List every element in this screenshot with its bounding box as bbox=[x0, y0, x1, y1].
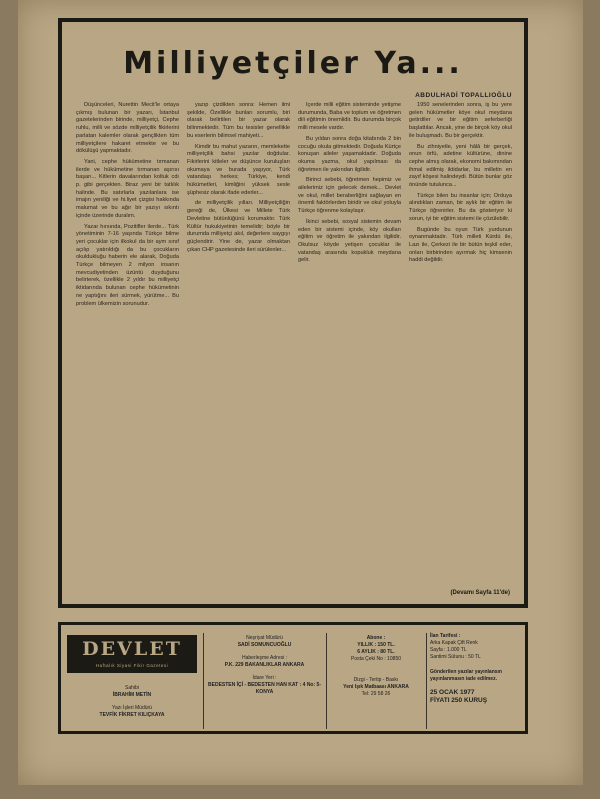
subscription-yearly: YILLIK : 150 TL. bbox=[357, 642, 395, 648]
paragraph: Türkçe bilen bu insanlar için; Orduya alındıkları zaman, bir aylık bir eğitim ile Türkçe öğrenirler. Bu da gösteriyor ki sorun, iyi bir eğitim sistemi ile çözülebilir. bbox=[409, 192, 512, 222]
submission-note: Gönderilen yazılar yayınlansın yayınlanmasın iade edilmez. bbox=[430, 669, 502, 682]
issue-price: FİYATI 250 KURUŞ bbox=[430, 697, 488, 704]
article-column-2 bbox=[187, 102, 290, 592]
printer-phone: Tel: 29 58 26 bbox=[361, 691, 391, 697]
subscription-half: 6 AYLIK : 80 TL. bbox=[357, 649, 395, 655]
paragraph: İkinci sebebi, sosyal sistemin devam eden bir sistemi içinde, köy okulları eğitim ve öğretim ile yakından ilgilidir. Okulsuz köyde yetişen çocuklar ile vatandaş arasında kopukluk meydana gelir. bbox=[298, 218, 401, 264]
paragraph: Kimdir bu mahut yazarın, memlekette milliyetçilik bahsi yazılar doğdular. Fikirlerini kitleler ve düşünce kuruluşları okumaya ve burada yaşıyor, Türk vatandaşı herkes; Türkiye, kendi hükümetleri, kimliğini yüksek sesle şüphesiz olarak ifade ederler... bbox=[187, 143, 290, 196]
manager-label: Neşriyat Müdürü bbox=[246, 635, 283, 641]
issue-date: 25 OCAK 1977 bbox=[430, 689, 475, 696]
owner-name: İBRAHİM METİN bbox=[112, 692, 152, 698]
print-label: Dizgi - Tertip - Baskı bbox=[353, 677, 399, 683]
ad-rate: Santimi Sütunu : 50 TL bbox=[430, 654, 481, 660]
article-title: Milliyetçiler Ya... bbox=[123, 46, 463, 81]
editor-label: Yazı İşleri Müdürü bbox=[112, 705, 152, 711]
editor-name: TEVFİK FİKRET KILIÇKAYA bbox=[99, 712, 165, 718]
ad-rates-block bbox=[430, 633, 522, 705]
article-author: ABDULHADİ TOPALLIOĞLU bbox=[415, 92, 512, 99]
ad-rate: Arka Kapak Çift Renk bbox=[430, 640, 478, 646]
address-label: Haberleşme Adresi : bbox=[241, 655, 288, 661]
logo-name: DEVLET bbox=[82, 638, 182, 660]
paragraph: Bu yıldan sonra doğa kitabında 2 bin cocuğu okula gitmektedir. Doğuda Kürtçe konuşan aileler yaşamaktadır. Doğuda okuma yazma, okul yapılması da öğretmen ile yakından ilgilidir. bbox=[298, 135, 401, 173]
paragraph: Yani, cephe hükümetine tırmanan ilerde ve hükümetine tırmanan aşırısı başarı... Kitlerin davalarından koltuk cdı p. gibi gerçekten. Biraz yeni bir tatlılık halinde. Bu satırlarla yazılanlara ise imajın yeniliği ve hi.liyet çizgisi hakkında malumat ve bu ağır bir yazıyı sıkıntı içinde üzerinde duralım. bbox=[76, 158, 179, 219]
office-label: İdare Yeri : bbox=[252, 675, 277, 681]
paragraph: de milliyetçilik yılları. Milliyetçiliğin gereği de, Ülkesi ve Millete Türk Devletine bütünlüğünü korumaktır. Türk Kültür hukukiyetinin temelidir; böyle bir durumda milliyetçi akıl, değerlere saygıyı güçlendirir. Yine de, yazar olmaktan çıkan CHP gazetesinde ileri sürülenler... bbox=[187, 200, 290, 253]
subscription-block bbox=[330, 635, 422, 698]
divider bbox=[326, 633, 327, 729]
office-address: BEDESTEN İÇİ - BEDESTEN HAN KAT : 4 No: 5-KONYA bbox=[208, 682, 321, 695]
masthead bbox=[58, 622, 528, 734]
article-columns bbox=[76, 102, 512, 592]
logo-subtitle: Haftalık Siyasi Fikir Gazetesi bbox=[95, 663, 169, 668]
newspaper-logo bbox=[67, 635, 197, 673]
paragraph: Bugünde bu oyun Türk yurdunun oynanmaktadır. Türk milleti Kürdü ile, Lazı ile, Çerkezi ile bir bütün teşkil eder, onları birbirinden ayırmak hiç kimsenin haddi değildir. bbox=[409, 226, 512, 264]
ad-rate: Sayfa : 1.000 TL bbox=[430, 647, 467, 653]
continued-note: (Devamı Sayfa 11'de) bbox=[450, 590, 510, 596]
article-column-3 bbox=[298, 102, 401, 592]
article-column-4 bbox=[409, 102, 512, 592]
management-block bbox=[207, 635, 322, 696]
subscription-label: Abone : bbox=[366, 635, 386, 641]
paragraph: Birinci sebebi, öğretmen hepimiz ve ailelerimiz için gelecek demek... Devlet ve okul, millet beraberliğini sağlayan en önemli faktörlerden biridir ve okul yoluyla Türkçe öğrenme kolaylaşır. bbox=[298, 177, 401, 215]
paragraph: Bu zihniyetle, yeni hâlâ bir gerçek, onun örfü, adetine kültürüne, dinine cephe almış olarak, ekonomi bakımından ihmal edilmiş iktidarlar, bu milletin en zayıf köşesi halindeydi. Bütün bunlar göz önünde tutulunca... bbox=[409, 143, 512, 189]
article-column-1 bbox=[76, 102, 179, 592]
owner-block bbox=[67, 685, 197, 719]
paragraph: yazıp çizdikten sonra: Hemen ilmi şekilde, Özellikle bunları sorumlu, biri olarak belirtilen bir yazar olarak bilinmektedir. Tüm bu tesisler genellikle bu eserlerin bilimsel mahiyeti... bbox=[187, 102, 290, 139]
postal-account: Posta Çeki No : 10850 bbox=[350, 656, 402, 662]
article-frame bbox=[58, 18, 528, 608]
paragraph: Yazar hırsında, Pozitifler ilerde... Türk yönetiminin 7-16 yaşında Türkçe bilme yeri çocuklar için ilkokul da bir aym sınıf açılıp yatırıldığı da bu çocukların okuldukluğu haberin ele alarak, Doğuda Türkçe bilmeyen 2 milyon insanın mevcudiyetinden üzüntü duyduğunu belirterek, özellikle 2 yıldır bu milliyetçi iktidarında bulunan cephe hükümetinin ne yaptığını ileri sürmek, yürütme... Bu problem ülkemizin sorunudur. bbox=[76, 223, 179, 307]
divider bbox=[203, 633, 204, 729]
owner-label: Sahibi bbox=[125, 685, 139, 691]
ad-rates-label: İlan Tarifesi : bbox=[430, 633, 461, 639]
manager-name: SADİ SOMUNCUOĞLU bbox=[237, 642, 292, 648]
paragraph: Düşünceleri, Nurettin Mecit'le ortaya çıkmış bulunan bir yazarı, İstanbul gazetelerinden birinde, milliyetçi, Cephe ruhlu, milli ve sözde milliyetçilik fikirlerini parlatan kalemler olarak gençlikten tüm milliyetçilere hakaret etmekte ve bu dökülüşü yapmaktadır. bbox=[76, 102, 179, 155]
divider bbox=[426, 633, 427, 729]
printer-name: Yeni Işık Matbaası ANKARA bbox=[343, 684, 409, 690]
paragraph: İçerde milli eğitim sisteminde yetişme durumunda, Baba ve toplum ve öğretmen dili eğitimin önemlidir. Bu durumda birçok milli mesele vardır. bbox=[298, 102, 401, 132]
address: P.K. 229 BAKANLIKLAR ANKARA bbox=[224, 662, 305, 668]
paragraph: 1950 senelerinden sonra, iş bu yere gelen hükümetler köye okul meydana getirdiler ve bir eğitim seferberliği başlattılar. Ancak, yine de birçok köy okul ile buluşmadı. Bu bir gerçektir. bbox=[409, 102, 512, 139]
